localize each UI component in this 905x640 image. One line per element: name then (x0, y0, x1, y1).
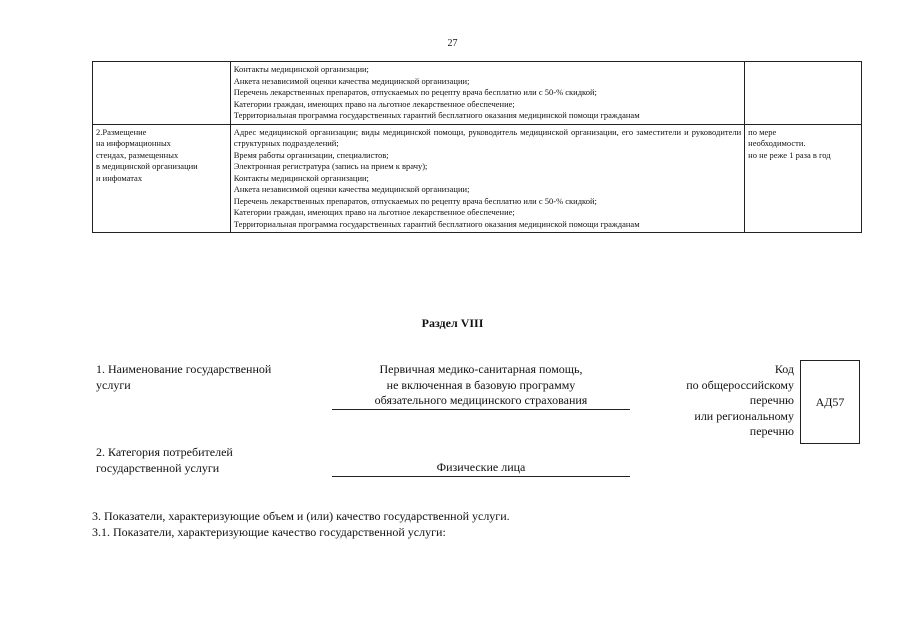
table-row (93, 124, 862, 233)
method-cell (93, 124, 231, 233)
frequency-cell (745, 62, 862, 125)
content-line: Контакты медицинской организации; (233, 64, 369, 74)
code-label: Код по общероссийскому перечню или региональному перечню (686, 362, 794, 438)
consumers-label: 2. Категория потребителей государственной услуги (96, 445, 233, 475)
content-paragraph: Территориальная программа государственных гарантий бесплатного оказания медицинской помощи гражданам (233, 110, 640, 120)
content-line: Перечень лекарственных препаратов, отпускаемых по рецепту врача бесплатно или с 50-% скидкой; (233, 87, 597, 97)
content-paragraph: Территориальная программа государственных гарантий бесплатного оказания медицинской помощи гражданам (233, 218, 640, 229)
code-value-box (800, 360, 860, 444)
method-line: стендах, размещенных (96, 149, 179, 160)
method-line: в медицинской организации (96, 161, 198, 171)
method-line: на информационных (96, 138, 171, 148)
content-line: Перечень лекарственных препаратов, отпускаемых по рецепту врача бесплатно или с 50-% скидкой; (233, 195, 597, 206)
content-line: Анкета независимой оценки качества медицинской организации; (233, 184, 470, 194)
consumers-value: Физические лица (332, 460, 630, 477)
method-line: 2.Размещение (96, 126, 147, 137)
method-line: и инфоматах (96, 172, 143, 183)
frequency-cell (745, 124, 862, 233)
content-line: Анкета независимой оценки качества медицинской организации; (233, 75, 470, 86)
page-number: 27 (447, 38, 458, 49)
content-paragraph: Адрес медицинской организации; виды медицинской помощи, руководитель медицинской организации, его заместители и руководители структурных подразделений; (233, 126, 742, 148)
info-table (92, 61, 862, 233)
content-line: Электронная регистратура (запись на прием к врачу); (233, 161, 428, 171)
content-line: Категории граждан, имеющих право на льготное лекарственное обеспечение; (233, 98, 515, 109)
frequency-line: но не реже 1 раза в год (748, 149, 831, 160)
section-title: Раздел VIII (421, 316, 484, 330)
content-cell (230, 62, 744, 125)
content-cell (230, 124, 744, 233)
method-cell (93, 62, 231, 125)
content-line: Время работы организации, специалистов; (233, 149, 389, 160)
service-name-label: 1. Наименование государственной услуги (96, 362, 272, 392)
content-line: Контакты медицинской организации; (233, 172, 369, 183)
code-value: АД57 (815, 394, 845, 409)
quality-heading: 3.1. Показатели, характеризующие качество государственной услуги: (92, 525, 446, 539)
content-line: Категории граждан, имеющих право на льготное лекарственное обеспечение; (233, 207, 515, 217)
service-name-value: Первичная медико-санитарная помощь, не включенная в базовую программу обязательного медицинского страхования (332, 362, 630, 410)
frequency-line: по мере (748, 126, 777, 137)
frequency-line: необходимости. (748, 138, 806, 148)
indicators-heading: 3. Показатели, характеризующие объем и (или) качество государственной услуги. (92, 509, 510, 523)
table-row (93, 62, 862, 125)
